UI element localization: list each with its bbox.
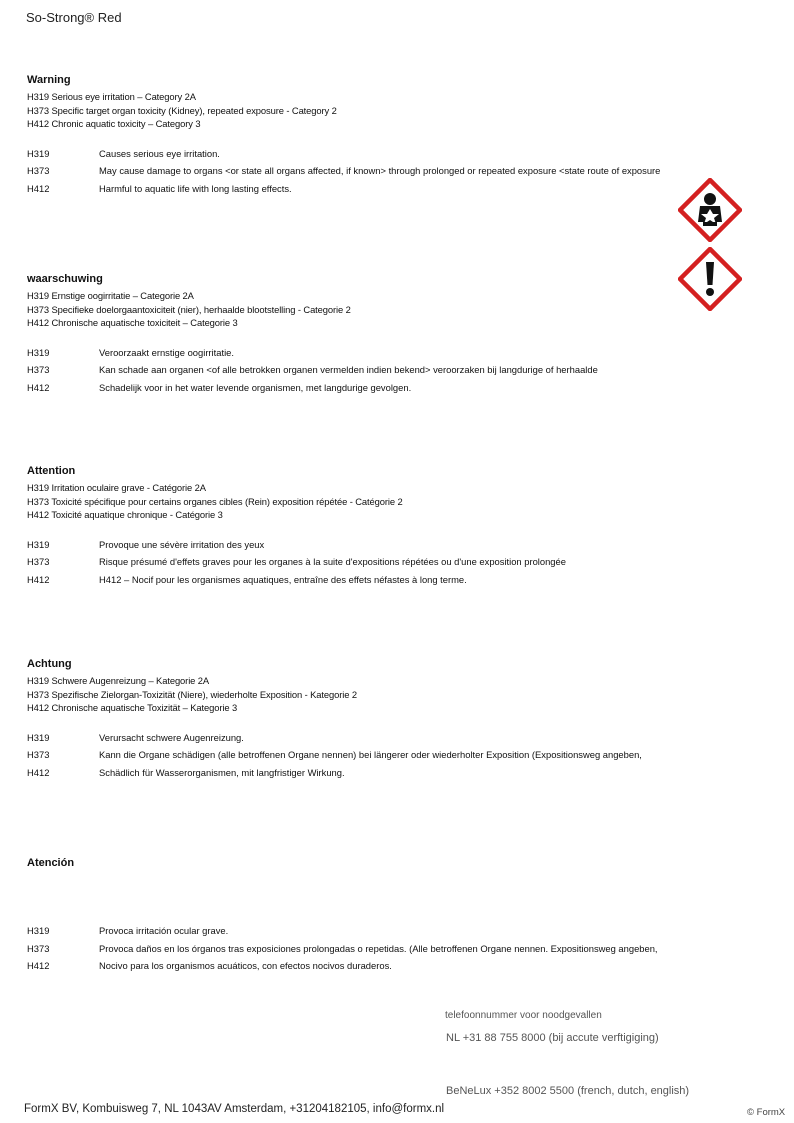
hazard-statement [27, 960, 767, 978]
hazard-statement [27, 767, 767, 785]
hazard-statement [27, 749, 767, 767]
hazard-code: H319 [27, 346, 50, 358]
hazard-code: H373 [27, 165, 50, 176]
footer-copyright: © FormX [747, 1107, 786, 1118]
hazard-statement [27, 183, 767, 201]
hazard-statement-list [27, 148, 767, 201]
section-heading: Achtung [27, 658, 72, 670]
hazard-text: Provoca irritación ocular grave. [99, 925, 229, 936]
hazard-code: H412 [27, 182, 50, 194]
footer-address: FormX BV, Kombuisweg 7, NL 1043AV Amsterdam, +31204182105, info@formx.nl [24, 1103, 445, 1115]
hazard-text: Kann die Organe schädigen (alle betroffenen Organe nennen) bei längerer oder wiederholter Exposition (Expositionsweg angeben, [99, 749, 642, 760]
hazard-text: H412 – Nocif pour les organismes aquatiques, entraîne des effets néfastes à long terme. [99, 573, 467, 585]
hazard-code: H412 [27, 766, 50, 778]
hazard-text: Nocivo para los organismos acuáticos, con efectos nocivos duraderos. [99, 960, 392, 971]
hazard-statement [27, 347, 767, 365]
hazard-statement-list [27, 347, 767, 400]
section-dutch [27, 272, 767, 399]
section-heading: Atención [27, 857, 75, 869]
section-german [27, 657, 767, 784]
hazard-code: H319 [27, 147, 50, 159]
hazard-code: H319 [27, 731, 50, 743]
section-french [27, 464, 767, 591]
section-heading: Attention [27, 465, 76, 477]
hazard-text: Kan schade aan organen <of alle betrokken organen vermelden indien bekend> veroorzaken bij langdurige of herhaalde [99, 364, 598, 375]
hazard-text: Verursacht schwere Augenreizung. [99, 731, 244, 743]
hazard-statement-list [27, 925, 767, 978]
classification-line: H412 Chronische aquatische Toxizität – Kategorie 3 [27, 702, 238, 713]
exclamation-mark-pictogram-icon [678, 247, 742, 311]
hazard-code: H412 [27, 960, 50, 971]
section-spanish [27, 856, 767, 978]
hazard-code: H319 [27, 925, 50, 936]
hazard-text: Provoca daños en los órganos tras exposiciones prolongadas o repetidas. (Alle betroffenen Organe nennen. Expositionsweg angeben, [99, 942, 658, 954]
hazard-statement-list [27, 539, 767, 592]
classification-line: H319 Schwere Augenreizung – Kategorie 2A [27, 675, 210, 686]
hazard-text: Veroorzaakt ernstige oogirritatie. [99, 346, 234, 358]
section-heading: waarschuwing [27, 273, 103, 285]
hazard-text: May cause damage to organs <or state all organs affected, if known> through prolonged or repeated exposure <state route of exposure [99, 165, 661, 176]
hazard-statement [27, 148, 767, 166]
hazard-text: Causes serious eye irritation. [99, 147, 220, 159]
classification-line: H319 Serious eye irritation – Category 2A [27, 91, 196, 102]
document-title: So-Strong® Red [26, 10, 122, 25]
classification-line: H373 Toxicité spécifique pour certains organes cibles (Rein) exposition répétée - Catégorie 2 [27, 495, 403, 507]
hazard-code: H373 [27, 364, 50, 375]
classification-line: H373 Specifieke doelorgaantoxiciteit (nier), herhaalde blootstelling - Categorie 2 [27, 303, 351, 315]
section-english [27, 73, 767, 200]
hazard-text: Risque présumé d'effets graves pour les organes à la suite d'expositions répétées ou d'une exposition prolongée [99, 556, 566, 567]
hazard-statement [27, 382, 767, 400]
hazard-statement [27, 539, 767, 557]
hazard-code: H373 [27, 942, 50, 954]
hazard-statement-list [27, 732, 767, 785]
emergency-label: telefoonnummer voor noodgevallen [445, 1010, 602, 1021]
classification-line: H412 Chronic aquatic toxicity – Category 3 [27, 118, 201, 129]
health-hazard-pictogram-icon [678, 178, 742, 242]
hazard-text: Schädlich für Wasserorganismen, mit langfristiger Wirkung. [99, 766, 345, 778]
hazard-statement [27, 943, 767, 961]
hazard-code: H412 [27, 381, 50, 393]
hazard-statement [27, 574, 767, 592]
classification-line: H373 Spezifische Zielorgan-Toxizität (Niere), wiederholte Exposition - Kategorie 2 [27, 688, 357, 700]
hazard-text: Schadelijk voor in het water levende organismen, met langdurige gevolgen. [99, 381, 412, 393]
classification-line: H319 Irritation oculaire grave - Catégorie 2A [27, 482, 206, 493]
hazard-statement [27, 925, 767, 943]
hazard-code: H373 [27, 749, 50, 760]
hazard-text: Provoque une sévère irritation des yeux [99, 538, 265, 550]
hazard-statement [27, 732, 767, 750]
hazard-statement [27, 364, 767, 382]
section-heading: Warning [27, 74, 71, 86]
hazard-statement [27, 165, 767, 183]
hazard-statement [27, 556, 767, 574]
hazard-text: Harmful to aquatic life with long lasting effects. [99, 182, 292, 194]
hazard-code: H373 [27, 556, 50, 567]
classification-line: H412 Chronische aquatische toxiciteit – Categorie 3 [27, 317, 238, 328]
classification-line: H373 Specific target organ toxicity (Kidney), repeated exposure - Category 2 [27, 104, 337, 116]
classification-line: H412 Toxicité aquatique chronique - Catégorie 3 [27, 509, 223, 520]
hazard-code: H412 [27, 573, 50, 585]
classification-line: H319 Ernstige oogirritatie – Categorie 2A [27, 290, 194, 301]
hazard-code: H319 [27, 538, 50, 550]
emergency-phone-benelux: BeNeLux +352 8002 5500 (french, dutch, english) [446, 1085, 690, 1097]
emergency-phone-nl: NL +31 88 755 8000 (bij accute verftigiging) [446, 1032, 659, 1044]
